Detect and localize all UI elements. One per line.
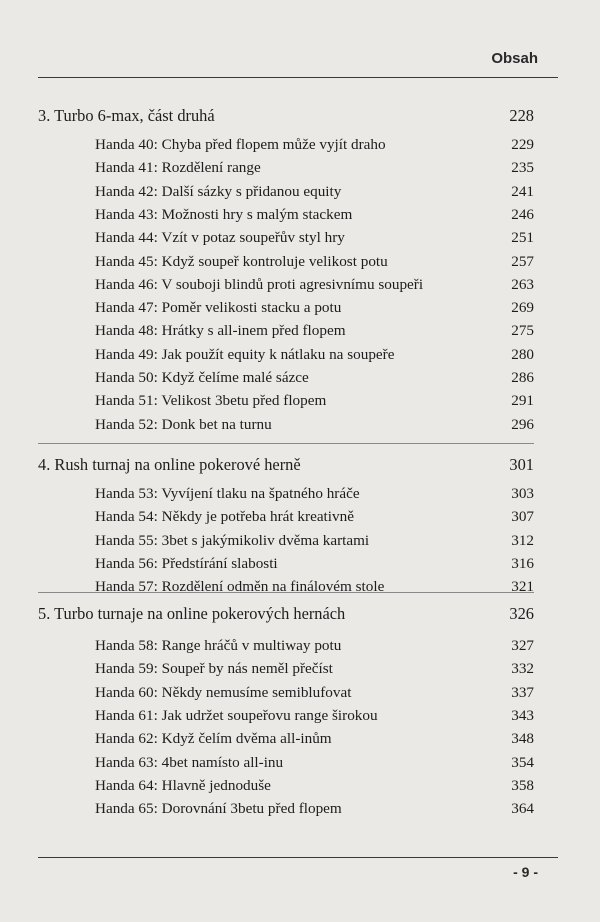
toc-entry[interactable] (95, 158, 534, 178)
toc-entry-title: Handa 54: Někdy je potřeba hrát kreativně (95, 508, 354, 526)
toc-entry-title: Handa 59: Soupeř by nás neměl přečíst (95, 660, 333, 678)
footer-rule (38, 857, 558, 858)
toc-entry[interactable] (95, 298, 534, 318)
toc-section-heading-title: 3. Turbo 6-max, část druhá (38, 106, 215, 125)
toc-entry[interactable] (95, 706, 534, 726)
toc-entry-title: Handa 49: Jak použít equity k nátlaku na soupeře (95, 345, 395, 363)
toc-entry-page: 291 (511, 392, 534, 410)
toc-entry[interactable] (95, 577, 534, 597)
toc-entry-page: 263 (511, 275, 534, 293)
toc-entry[interactable] (95, 531, 534, 551)
toc-entry[interactable] (95, 391, 534, 411)
toc-entry-title: Handa 53: Vyvíjení tlaku na špatného hráče (95, 485, 360, 502)
toc-entry-page: 316 (511, 554, 534, 572)
toc-entry-page: 241 (511, 182, 534, 200)
toc-entry-title: Handa 48: Hrátky s all-inem před flopem (95, 322, 346, 340)
toc-section-heading-page: 301 (509, 455, 534, 474)
section-divider (38, 443, 534, 444)
toc-entry-page: 358 (511, 776, 534, 794)
toc-entry[interactable] (95, 507, 534, 527)
toc-entry-title: Handa 43: Možnosti hry s malým stackem (95, 205, 353, 223)
toc-entry-page: 303 (511, 485, 534, 502)
toc-entry-title: Handa 42: Další sázky s přidanou equity (95, 182, 342, 200)
toc-entry-title: Handa 44: Vzít v potaz soupeřův styl hry (95, 229, 345, 247)
toc-entry[interactable] (95, 275, 534, 295)
toc-section-heading-title: 5. Turbo turnaje na online pokerových hernách (38, 604, 346, 623)
toc-entry-page: 343 (511, 706, 534, 724)
toc-section-heading-title: 4. Rush turnaj na online pokerové herně (38, 455, 301, 474)
toc-entry-page: 327 (511, 637, 534, 654)
toc-entry[interactable] (95, 776, 534, 796)
toc-entry[interactable] (95, 368, 534, 388)
toc-entry-page: 275 (511, 322, 534, 340)
running-header-title: Obsah (491, 50, 538, 67)
toc-entry[interactable] (95, 683, 534, 703)
toc-entry-page: 296 (511, 415, 534, 433)
toc-entry[interactable] (95, 799, 534, 819)
toc-entry-page: 286 (511, 369, 534, 386)
toc-entry-title: Handa 46: V souboji blindů proti agresivnímu soupeři (95, 275, 424, 293)
toc-entry[interactable] (95, 345, 534, 365)
toc-entry-page: 354 (511, 753, 534, 771)
toc-entry-page: 235 (511, 159, 534, 177)
toc-section-heading[interactable] (38, 106, 534, 126)
toc-entry-title: Handa 61: Jak udržet soupeřovu range širokou (95, 706, 378, 724)
toc-section-heading[interactable] (38, 604, 534, 624)
toc-entry-page: 280 (511, 345, 534, 363)
toc-entry-page: 364 (511, 800, 534, 818)
section-divider (38, 592, 534, 593)
toc-entry-title: Handa 47: Poměr velikosti stacku a potu (95, 299, 342, 317)
toc-entry-page: 257 (511, 252, 534, 270)
toc-entry-page: 269 (511, 299, 534, 317)
toc-entry[interactable] (95, 659, 534, 679)
toc-entry[interactable] (95, 135, 534, 155)
toc-entry-title: Handa 56: Předstírání slabosti (95, 554, 278, 572)
toc-section-heading-page: 228 (509, 106, 534, 125)
toc-entry[interactable] (95, 729, 534, 749)
toc-entry-title: Handa 64: Hlavně jednoduše (95, 776, 271, 794)
toc-entry-title: Handa 52: Donk bet na turnu (95, 415, 272, 433)
toc-entry-title: Handa 51: Velikost 3betu před flopem (95, 392, 327, 410)
toc-entry-title: Handa 55: 3bet s jakýmikoliv dvěma kartami (95, 531, 370, 549)
toc-entry-page: 348 (511, 730, 534, 748)
toc-entry-title: Handa 41: Rozdělení range (95, 159, 261, 177)
toc-section-heading[interactable] (38, 455, 534, 475)
page-number: - 9 - (513, 864, 538, 880)
header-rule (38, 77, 558, 78)
toc-entry-title: Handa 57: Rozdělení odměn na finálovém stole (95, 578, 385, 596)
toc-entry-title: Handa 62: Když čelím dvěma all-inům (95, 730, 332, 748)
toc-entry[interactable] (95, 415, 534, 435)
toc-entry[interactable] (95, 484, 534, 504)
toc-entry[interactable] (95, 252, 534, 272)
toc-entry-title: Handa 63: 4bet namísto all-inu (95, 753, 284, 771)
toc-entry[interactable] (95, 182, 534, 202)
toc-entry-page: 307 (511, 508, 534, 526)
toc-entry[interactable] (95, 753, 534, 773)
toc-entry-title: Handa 45: Když soupeř kontroluje velikost potu (95, 252, 388, 270)
toc-section-heading-page: 326 (509, 604, 534, 623)
toc-entry-page: 229 (511, 136, 534, 153)
toc-entry-page: 312 (511, 531, 534, 549)
toc-entry-page: 337 (511, 683, 534, 701)
toc-entry-page: 321 (511, 578, 534, 596)
toc-entry-title: Handa 50: Když čelíme malé sázce (95, 369, 309, 386)
toc-entry-title: Handa 58: Range hráčů v multiway potu (95, 637, 342, 654)
toc-entry[interactable] (95, 321, 534, 341)
toc-entry-page: 251 (511, 229, 534, 247)
toc-entry[interactable] (95, 636, 534, 656)
toc-entry-title: Handa 60: Někdy nemusíme semiblufovat (95, 683, 352, 701)
toc-entry-page: 332 (511, 660, 534, 678)
toc-entry[interactable] (95, 228, 534, 248)
toc-entry-title: Handa 65: Dorovnání 3betu před flopem (95, 800, 342, 818)
toc-entry-page: 246 (511, 205, 534, 223)
toc-entry[interactable] (95, 554, 534, 574)
toc-entry[interactable] (95, 205, 534, 225)
toc-entry-title: Handa 40: Chyba před flopem může vyjít draho (95, 136, 386, 153)
